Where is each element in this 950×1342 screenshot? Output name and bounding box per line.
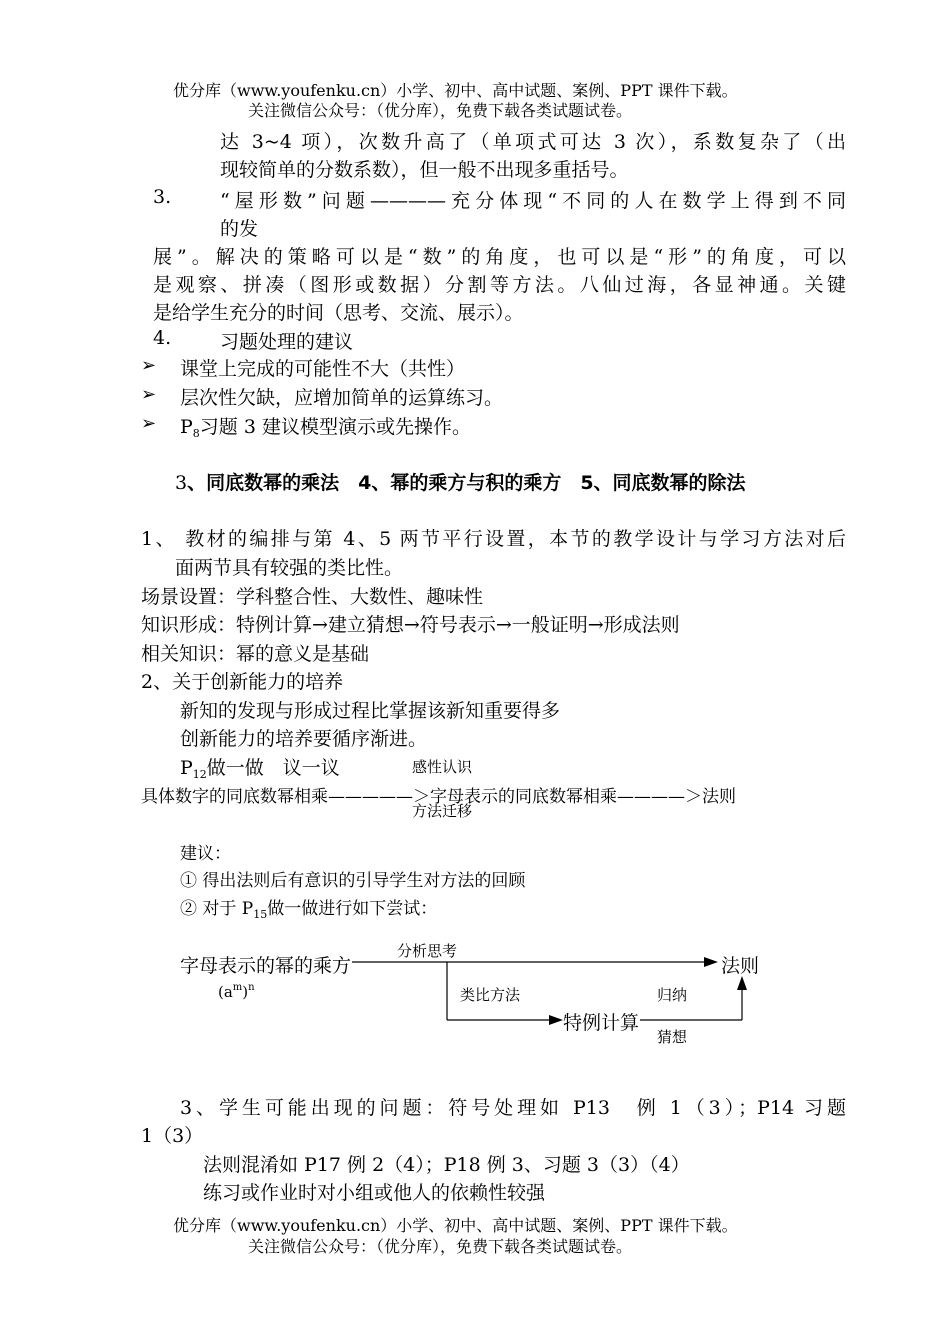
section-title: 3、同底数幂的乘法 4、幂的乘方与积的乘方 5、同底数幂的除法 — [175, 472, 746, 494]
continuation-line-1: 达 3~4 项），次数升高了（单项式可达 3 次），系数复杂了（出 — [220, 131, 846, 153]
item-3-number: 3. — [153, 186, 172, 208]
paragraph-line-1: 展”。解决的策略可以是“数”的角度，也可以是“形”的角度，可以 — [153, 246, 846, 268]
point-2-line-a: 新知的发现与形成过程比掌握该新知重要得多 — [180, 700, 561, 722]
bullet-item-2: 层次性欠缺，应增加简单的运算练习。 — [180, 387, 504, 409]
paragraph-line-3: 是给学生充分的时间（思考、交流、展示）。 — [153, 302, 524, 324]
bullet-arrow-icon: ➢ — [141, 413, 157, 434]
related-knowledge: 相关知识：幂的意义是基础 — [141, 643, 370, 665]
diagram-left-label: 字母表示的幂的乘方 — [180, 955, 352, 977]
paragraph-line-2: 是观察、拼凑（图形或数据）分割等方法。八仙过海，各显神通。关键 — [153, 274, 846, 296]
diagram-special-label: 特例计算 — [563, 1012, 640, 1034]
label-perception: 感性认识 — [412, 758, 473, 776]
diagram-guess-label: 猜想 — [657, 1028, 688, 1046]
continuation-line-2: 现较简单的分数系数），但一般不出现多重括号。 — [220, 159, 629, 181]
scene-setting: 场景设置：学科整合性、大数性、趣味性 — [141, 586, 484, 608]
arrowhead-icon — [737, 976, 747, 990]
header-line-2: 关注微信公众号：（优分库），免费下载各类试题试卷。 — [248, 101, 633, 120]
item-4-number: 4. — [153, 327, 172, 349]
p12-activity: $P_{12}$做一做 议一议 — [180, 757, 340, 781]
bullet-arrow-icon: ➢ — [141, 355, 157, 376]
point-3-line-b: 练习或作业时对小组或他人的依赖性较强 — [203, 1182, 546, 1204]
diagram-formula: $(a^m)^n$ — [218, 982, 255, 1001]
diagram-analogy-label: 类比方法 — [460, 986, 521, 1004]
diagram-analysis-label: 分析思考 — [397, 942, 458, 960]
point-3-line-2: 1（3） — [141, 1125, 204, 1147]
point-3-line-1: 3、学生可能出现的问题：符号处理如 P13 例 1（3）；P14 习题 — [180, 1097, 846, 1119]
knowledge-formation: 知识形成：特例计算→建立猜想→符号表示→一般证明→形成法则 — [141, 614, 680, 636]
bullet-item-3: $P_8$习题 3 建议模型演示或先操作。 — [180, 416, 471, 440]
footer-line-1: 优分库（www.youfenku.cn）小学、初中、高中试题、案例、PPT 课件下载。 — [173, 1216, 738, 1235]
point-3-line-a: 法则混淆如 P17 例 2（4）；P18 例 3、习题 3（3）（4） — [203, 1154, 690, 1176]
arrowhead-icon — [704, 957, 718, 967]
arrowhead-icon — [549, 1015, 563, 1025]
point-1-line-2: 面两节具有较强的类比性。 — [175, 557, 404, 579]
bullet-arrow-icon: ➢ — [141, 384, 157, 405]
bullet-item-1: 课堂上完成的可能性不大（共性） — [180, 358, 466, 380]
suggestion-heading: 建议： — [180, 844, 231, 864]
label-method-transfer: 方法迁移 — [412, 802, 473, 820]
item-3-line-2: 的发 — [220, 218, 259, 240]
point-2-line-b: 创新能力的培养要循序渐进。 — [180, 728, 428, 750]
item-4-text: 习题处理的建议 — [220, 331, 354, 353]
point-2-heading: 2、关于创新能力的培养 — [141, 671, 344, 693]
footer-line-2: 关注微信公众号：（优分库），免费下载各类试题试卷。 — [248, 1237, 633, 1256]
point-1-line-1: 1、 教材的编排与第 4、5 两节平行设置，本节的教学设计与学习方法对后 — [141, 528, 846, 550]
diagram-induce-label: 归纳 — [657, 986, 688, 1004]
diagram-rule-label: 法则 — [721, 955, 760, 977]
header-line-1: 优分库（www.youfenku.cn）小学、初中、高中试题、案例、PPT 课件下载。 — [173, 81, 738, 100]
suggestion-2: ② 对于 $P_{15}$做一做进行如下尝试： — [180, 899, 438, 921]
item-3-line-1: “屋形数”问题————充分体现“不同的人在数学上得到不同 — [220, 190, 846, 212]
rule-chain: 具体数字的同底数幂相乘—————＞字母表示的同底数幂相乘————＞法则 — [141, 787, 736, 807]
suggestion-1: ① 得出法则后有意识的引导学生对方法的回顾 — [180, 871, 526, 891]
